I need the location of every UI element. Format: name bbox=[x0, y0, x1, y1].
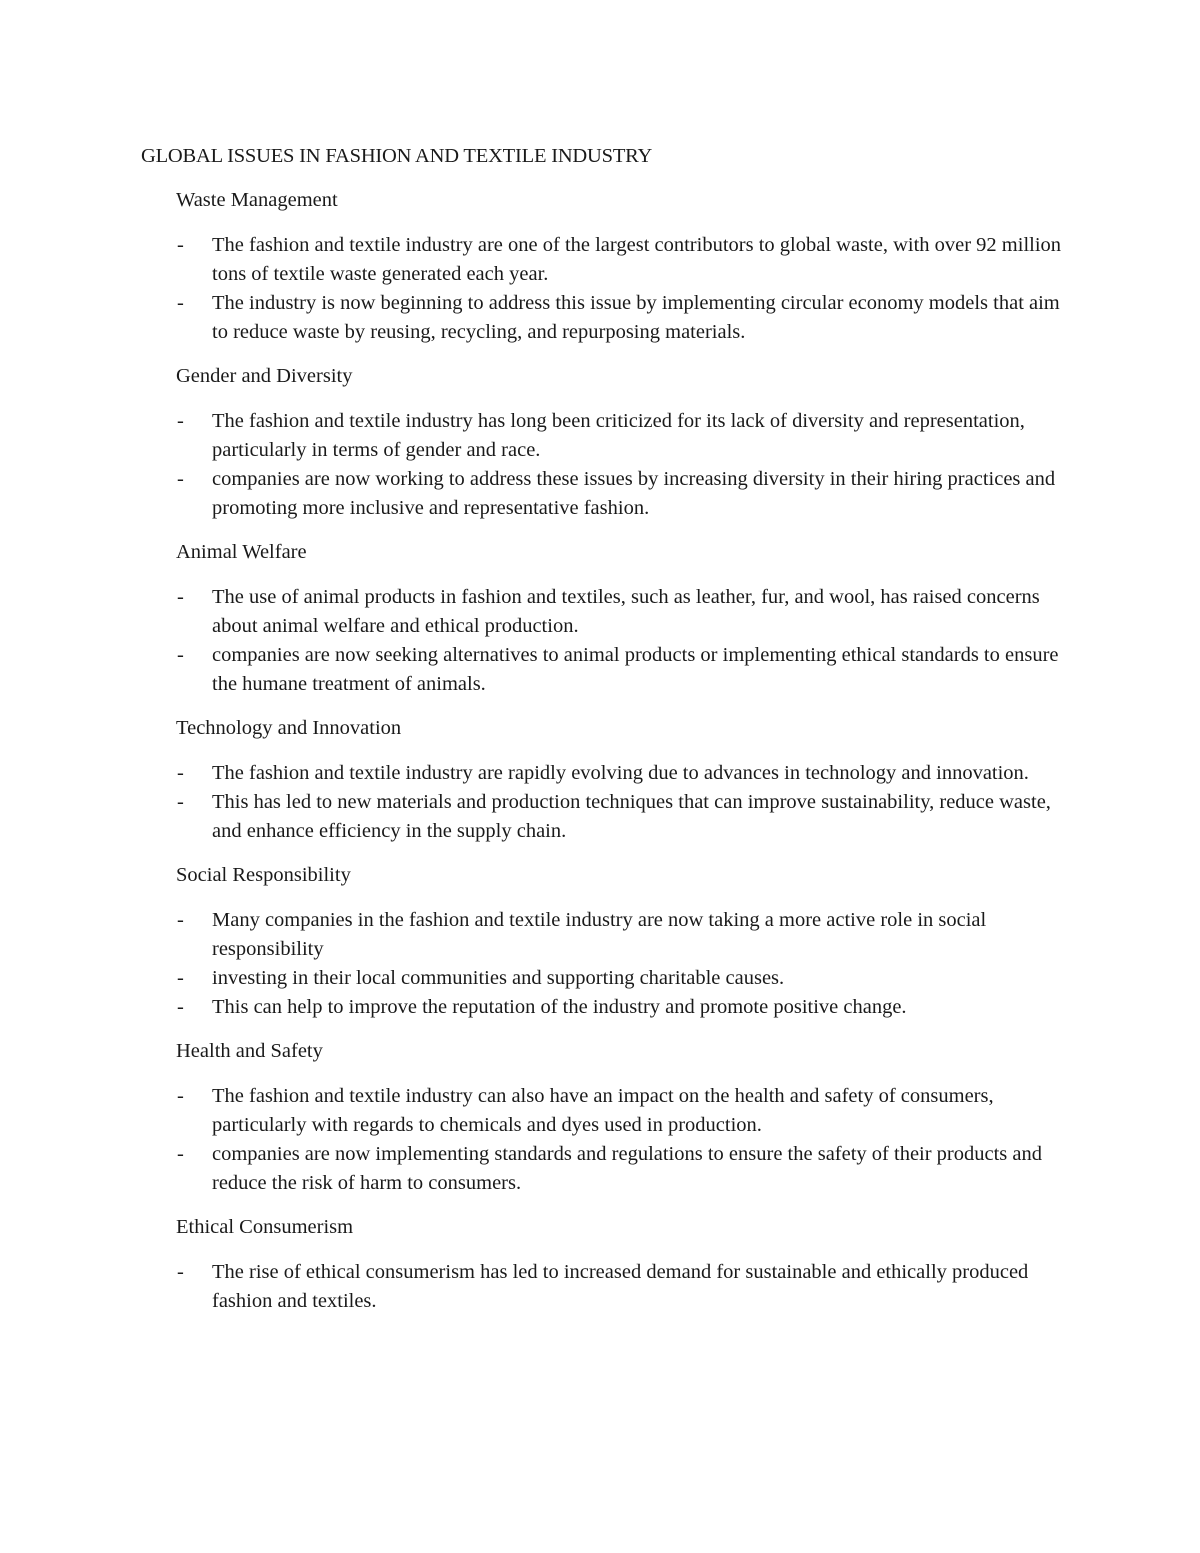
dash-bullet-marker: - bbox=[177, 644, 184, 666]
section-heading: Animal Welfare bbox=[176, 541, 307, 563]
list-item-text: This has led to new materials and production techniques that can improve sustainability, reduce waste, and enhance efficiency in the supply chain. bbox=[212, 791, 1051, 842]
section-heading: Social Responsibility bbox=[176, 864, 351, 886]
list-item bbox=[141, 788, 1071, 846]
list-item bbox=[141, 407, 1071, 465]
dash-bullet-marker: - bbox=[177, 234, 184, 256]
list-item-text: The fashion and textile industry are rapidly evolving due to advances in technology and innovation. bbox=[212, 762, 1029, 784]
list-item bbox=[141, 465, 1071, 523]
section bbox=[141, 714, 1071, 846]
list-item bbox=[141, 759, 1071, 788]
list-item-text: companies are now implementing standards and regulations to ensure the safety of their products and reduce the risk of harm to consumers. bbox=[212, 1143, 1043, 1194]
list-item-text: The fashion and textile industry can also have an impact on the health and safety of consumers, particularly with regards to chemicals and dyes used in production. bbox=[212, 1085, 994, 1136]
section-heading: Ethical Consumerism bbox=[176, 1216, 354, 1238]
dash-bullet-marker: - bbox=[177, 762, 184, 784]
list-item bbox=[141, 906, 1071, 964]
document-body bbox=[141, 142, 1071, 1331]
bullet-list bbox=[141, 407, 1071, 523]
section-heading: Gender and Diversity bbox=[176, 365, 353, 387]
dash-bullet-marker: - bbox=[177, 791, 184, 813]
list-item-text: The fashion and textile industry has long been criticized for its lack of diversity and representation, particularly in terms of gender and race. bbox=[212, 410, 1025, 461]
section bbox=[141, 1037, 1071, 1198]
section-heading: Health and Safety bbox=[176, 1040, 323, 1062]
list-item-text: The rise of ethical consumerism has led to increased demand for sustainable and ethically produced fashion and textiles. bbox=[212, 1261, 1029, 1312]
bullet-list bbox=[141, 759, 1071, 846]
bullet-list bbox=[141, 583, 1071, 699]
sections-container bbox=[141, 186, 1071, 1316]
section-heading: Technology and Innovation bbox=[176, 717, 402, 739]
section bbox=[141, 538, 1071, 699]
dash-bullet-marker: - bbox=[177, 410, 184, 432]
dash-bullet-marker: - bbox=[177, 1261, 184, 1283]
list-item-text: The fashion and textile industry are one of the largest contributors to global waste, with over 92 million tons of textile waste generated each year. bbox=[212, 234, 1062, 285]
list-item bbox=[141, 993, 1071, 1022]
dash-bullet-marker: - bbox=[177, 586, 184, 608]
list-item-text: investing in their local communities and supporting charitable causes. bbox=[212, 967, 785, 989]
dash-bullet-marker: - bbox=[177, 967, 184, 989]
bullet-list bbox=[141, 906, 1071, 1022]
bullet-list bbox=[141, 1258, 1071, 1316]
section bbox=[141, 861, 1071, 1022]
dash-bullet-marker: - bbox=[177, 1143, 184, 1165]
list-item-text: Many companies in the fashion and textile industry are now taking a more active role in social responsibility bbox=[212, 909, 987, 960]
dash-bullet-marker: - bbox=[177, 292, 184, 314]
list-item-text: The use of animal products in fashion and textiles, such as leather, fur, and wool, has raised concerns about animal welfare and ethical production. bbox=[212, 586, 1040, 637]
section bbox=[141, 186, 1071, 347]
section-heading: Waste Management bbox=[176, 189, 338, 211]
bullet-list bbox=[141, 231, 1071, 347]
list-item-text: The industry is now beginning to address this issue by implementing circular economy models that aim to reduce waste by reusing, recycling, and repurposing materials. bbox=[212, 292, 1060, 343]
list-item bbox=[141, 964, 1071, 993]
dash-bullet-marker: - bbox=[177, 468, 184, 490]
dash-bullet-marker: - bbox=[177, 996, 184, 1018]
list-item bbox=[141, 231, 1071, 289]
section bbox=[141, 1213, 1071, 1316]
list-item bbox=[141, 1082, 1071, 1140]
list-item bbox=[141, 641, 1071, 699]
list-item-text: companies are now working to address these issues by increasing diversity in their hiring practices and promoting more inclusive and representative fashion. bbox=[212, 468, 1056, 519]
list-item bbox=[141, 289, 1071, 347]
dash-bullet-marker: - bbox=[177, 1085, 184, 1107]
list-item bbox=[141, 1258, 1071, 1316]
section bbox=[141, 362, 1071, 523]
document-title: GLOBAL ISSUES IN FASHION AND TEXTILE INDUSTRY bbox=[141, 145, 653, 167]
bullet-list bbox=[141, 1082, 1071, 1198]
list-item-text: companies are now seeking alternatives to animal products or implementing ethical standards to ensure the humane treatment of animals. bbox=[212, 644, 1059, 695]
list-item-text: This can help to improve the reputation of the industry and promote positive change. bbox=[212, 996, 907, 1018]
list-item bbox=[141, 1140, 1071, 1198]
list-item bbox=[141, 583, 1071, 641]
dash-bullet-marker: - bbox=[177, 909, 184, 931]
